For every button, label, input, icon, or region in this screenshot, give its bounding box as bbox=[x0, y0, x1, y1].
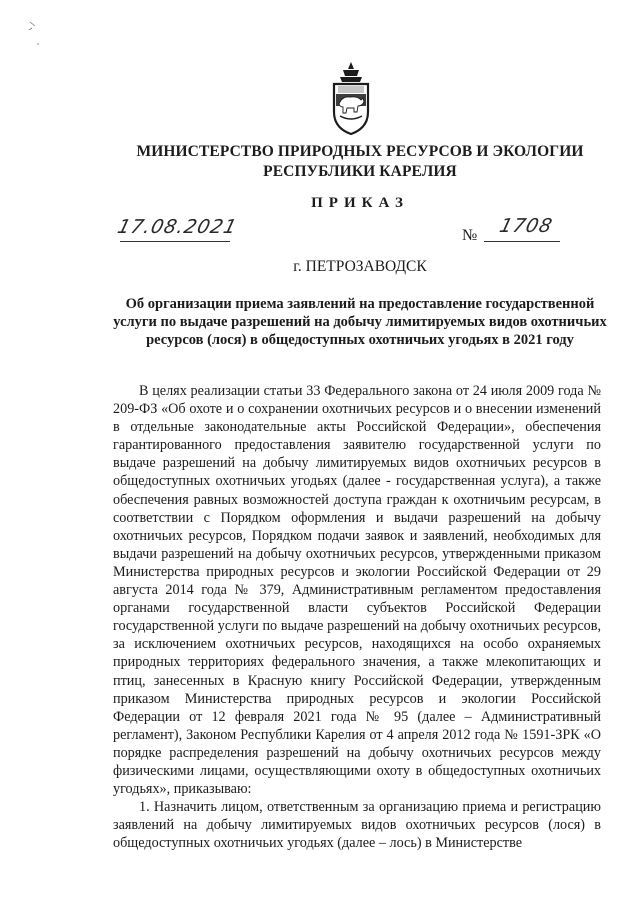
ministry-title bbox=[80, 142, 640, 182]
order-date: 17.08.2021 bbox=[115, 216, 240, 238]
ministry-line-2: РЕСПУБЛИКИ КАРЕЛИЯ bbox=[263, 163, 457, 180]
order-number: 1708 bbox=[497, 215, 556, 237]
city: г. ПЕТРОЗАВОДСК bbox=[293, 258, 427, 275]
karelia-coat-of-arms-icon bbox=[330, 60, 372, 136]
body-paragraph-1: В целях реализации статьи 33 Федерального закона от 24 июля 2009 года № 209-ФЗ «Об охоте и о сохранении охотничьих ресурсов и о внесении изменений в отдельные законодательные акты Российской Федерации», обеспечения гарантированного предоставления заявителю государственной услуги по выдаче разрешений на добычу лимитируемых видов охотничьих ресурсов в общедоступных охотничьих угодьях (далее - государственная услуга), а также обеспечения равных возможностей доступа граждан к охотничьим ресурсам, в соответствии с Порядком оформления и выдачи разрешений на добычу охотничьих ресурсов, Порядком подачи заявок и заявлений, необходимых для выдачи разрешений на добычу охотничьих ресурсов, утвержденными приказом Министерства природных ресурсов и экологии Российской Федерации от 29 августа 2014 года № 379, Административным регламентом предоставления органами государственной власти субъектов Российской Федерации государственной услуги по выдаче разрешений на добычу охотничьих ресурсов, за исключением охотничьих ресурсов, находящихся на особо охраняемых природных территориях федерального значения, а также млекопитающих и птиц, занесенных в Красную книгу Российской Федерации, утвержденным приказом Министерства природных ресурсов и экологии Российской Федерации от 12 февраля 2021 года № 95 (далее – Административный регламент), Законом Республики Карелия от 4 апреля 2012 года № 1591-ЗРК «О порядке распределения разрешений на добычу охотничьих ресурсов между физическими лицами, осуществляющими охоту в общедоступных охотничьих угодьях», приказываю: bbox=[113, 383, 601, 798]
number-label: № bbox=[462, 227, 478, 244]
ministry-line-1: МИНИСТЕРСТВО ПРИРОДНЫХ РЕСУРСОВ И ЭКОЛОГИИ bbox=[136, 143, 584, 160]
scan-marks bbox=[26, 16, 46, 50]
document-type: ПРИКАЗ bbox=[311, 195, 409, 211]
order-subject: Об организации приема заявлений на предоставление государственной услуги по выдаче разрешений на добычу лимитируемых видов охотничьих ресурсов (лося) в общедоступных охотничьих угодьях в 2021 году bbox=[113, 296, 607, 348]
order-body bbox=[113, 382, 601, 852]
body-paragraph-2: 1. Назначить лицом, ответственным за организацию приема и регистрацию заявлений на добычу лимитируемых видов охотничьих ресурсов (лося) в общедоступных охотничьих угодьях (далее – лось) в Министерстве bbox=[113, 799, 601, 852]
